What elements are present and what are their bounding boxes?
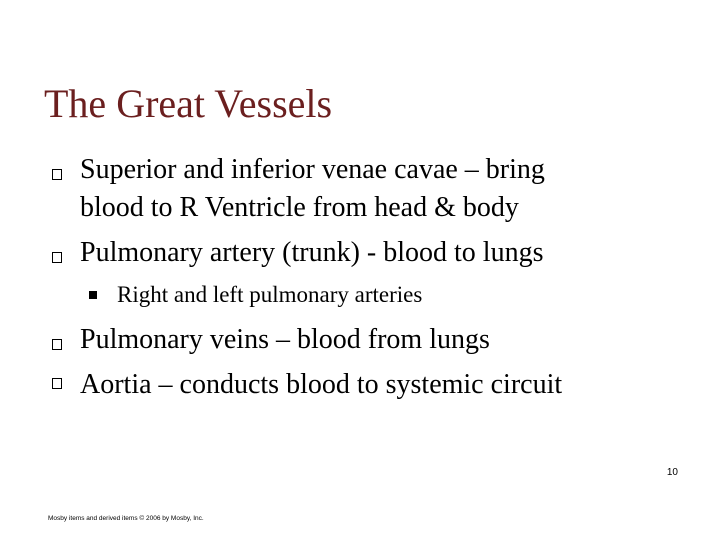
bullet-text-line: Superior and inferior venae cavae – bring: [80, 154, 545, 185]
bullet-text-line: Pulmonary veins – blood from lungs: [80, 324, 490, 355]
hollow-square-icon: [52, 252, 62, 263]
filled-square-icon: [89, 291, 97, 299]
copyright-footer: Mosby items and derived items © 2006 by Mosby, Inc.: [48, 515, 204, 522]
bullet-text-line: Pulmonary artery (trunk) - blood to lungs: [80, 237, 544, 268]
hollow-square-icon: [52, 339, 62, 350]
hollow-square-icon: [52, 169, 62, 180]
page-number: 10: [666, 467, 678, 478]
hollow-square-icon: [52, 378, 62, 389]
bullet-text-line: blood to R Ventricle from head & body: [80, 192, 519, 223]
bullet-text-line: Aortia – conducts blood to systemic circuit: [80, 369, 563, 400]
slide-title: The Great Vessels: [44, 81, 333, 126]
sub-bullet-text: Right and left pulmonary arteries: [117, 282, 423, 307]
